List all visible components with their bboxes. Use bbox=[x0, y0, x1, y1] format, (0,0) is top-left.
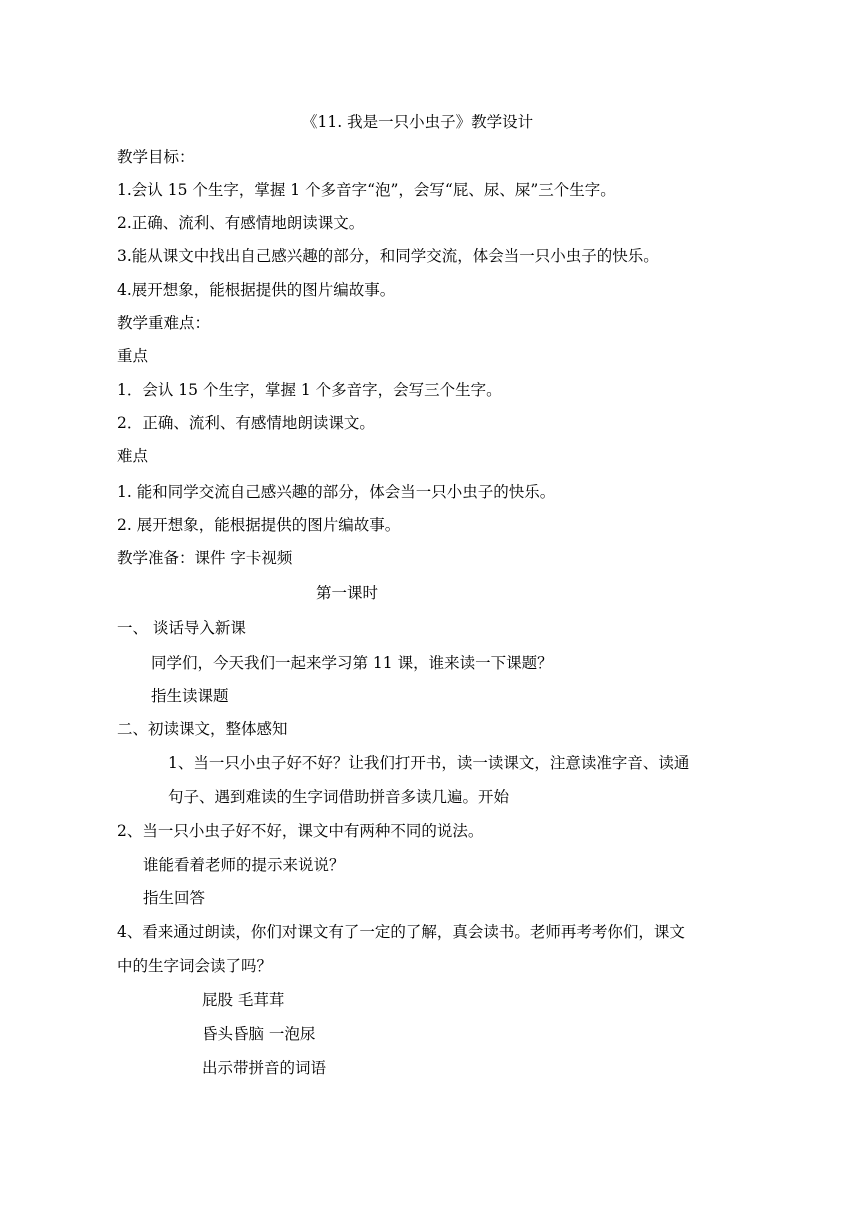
goal-item: 4.展开想象，能根据提供的图片编故事。 bbox=[117, 281, 396, 299]
word-line: 昏头昏脑 一泡尿 bbox=[202, 1025, 316, 1043]
goals-heading: 教学目标： bbox=[117, 148, 195, 166]
lesson-heading: 第一课时 bbox=[316, 584, 379, 602]
paragraph-line: 1、当一只小虫子好不好？让我们打开书，读一读课文，注意读准字音、读通 bbox=[168, 754, 690, 772]
difficult-point: 1. 能和同学交流自己感兴趣的部分，体会当一只小虫子的快乐。 bbox=[117, 483, 556, 501]
paragraph-line: 4、看来通过朗读，你们对课文有了一定的了解，真会读书。老师再考考你们，课文 bbox=[117, 923, 685, 941]
paragraph-line: 指生读课题 bbox=[151, 687, 229, 705]
paragraph-line: 同学们，今天我们一起来学习第 11 课，谁来读一下课题？ bbox=[151, 654, 553, 672]
goal-item: 2.正确、流利、有感情地朗读课文。 bbox=[117, 214, 365, 232]
section-heading: 一、 谈话导入新课 bbox=[117, 619, 246, 637]
paragraph-line: 指生回答 bbox=[143, 889, 206, 907]
key-point: 1．会认 15 个生字，掌握 1 个多音字，会写三个生字。 bbox=[117, 381, 502, 399]
key-heading: 重点 bbox=[117, 347, 149, 365]
preparation: 教学准备：课件 字卡视频 bbox=[117, 549, 293, 567]
word-line: 屁股 毛茸茸 bbox=[202, 991, 285, 1009]
paragraph-line: 2、当一只小虫子好不好，课文中有两种不同的说法。 bbox=[117, 822, 484, 840]
difficult-point: 2. 展开想象，能根据提供的图片编故事。 bbox=[117, 516, 401, 534]
paragraph-line: 中的生字词会读了吗？ bbox=[117, 957, 273, 975]
word-line: 出示带拼音的词语 bbox=[202, 1059, 327, 1077]
section-heading: 二、初读课文，整体感知 bbox=[117, 720, 288, 738]
paragraph-line: 句子、遇到难读的生字词借助拼音多读几遍。开始 bbox=[168, 788, 510, 806]
difficult-heading: 难点 bbox=[117, 447, 149, 465]
key-point: 2．正确、流利、有感情地朗读课文。 bbox=[117, 414, 375, 432]
document-title: 《11. 我是一只小虫子》教学设计 bbox=[302, 113, 534, 131]
goal-item: 1.会认 15 个生字，掌握 1 个多音字“泡”，会写“屁、尿、屎”三个生字。 bbox=[117, 181, 616, 199]
paragraph-line: 谁能看着老师的提示来说说？ bbox=[143, 856, 345, 874]
goal-item: 3.能从课文中找出自己感兴趣的部分，和同学交流，体会当一只小虫子的快乐。 bbox=[117, 247, 659, 265]
key-difficult-heading: 教学重难点： bbox=[117, 314, 211, 332]
